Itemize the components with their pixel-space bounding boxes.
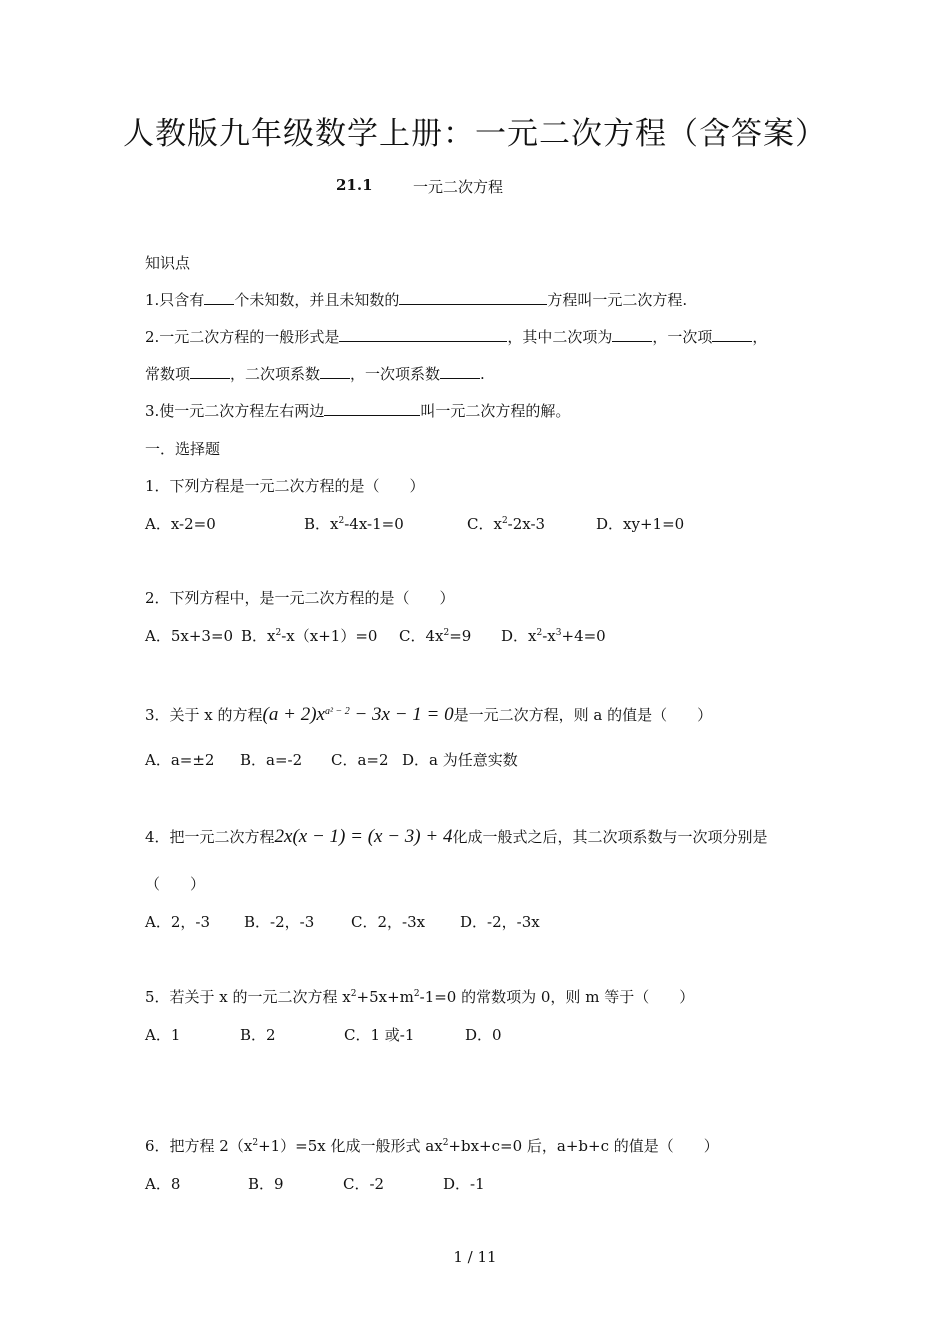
option-c: C．-2 [343,1175,385,1193]
question-4-stem: 4．把一元二次方程2x(x − 1) = (x − 3) + 4化成一般式之后，其二次项系数与一次项分别是 [145,826,768,847]
knowledge-point-2: 2.一元二次方程的一般形式是 ，其中二次项为 ，一次项 ， [145,328,768,346]
question-3-stem: 3．关于 x 的方程$(a + 2)x^{a^2 - 2} - 3x - 1 = 0$是一元二次方程，则 a 的值是（ ） [145,704,713,725]
option-c: C．1 或-1 [344,1026,415,1044]
option-d: D．a 为任意实数 [402,751,518,769]
document-title: 人教版九年级数学上册：一元二次方程（含答案） [123,116,827,152]
section-number: 21.1 [336,176,373,194]
page-number: 1 / 11 [453,1248,497,1266]
question-4-paren: （ ） [145,875,206,893]
option-a: A．5x+3=0 [145,627,234,645]
option-d: D．0 [465,1026,502,1044]
option-b: B．2 [240,1026,276,1044]
question-6-stem: 6．把方程 $2(x^2+1)=5x$ 化成一般形式 $ax^2+bx+c=0$ 后，a+b+c 的值是（ ） [145,1137,719,1155]
section-name: 一元二次方程 [413,178,504,196]
equation: $(a + 2)x^{a^2 - 2} - 3x - 1 = 0$ [262,704,454,725]
option-d: D．-2，-3x [460,913,540,931]
knowledge-point-1: 1.只含有 个未知数，并且未知数的 方程叫一元二次方程. [145,291,688,309]
option-d: D．$x^2-x^3+4=0$ [501,627,606,645]
fill-blank [320,364,350,379]
option-d: D．xy+1=0 [596,515,685,533]
option-c: C．a=2 [331,751,389,769]
option-a: A．x-2=0 [145,515,216,533]
option-c: C．$x^2-2x-3$ [467,515,546,533]
fill-blank [612,327,652,342]
option-c: C．$4x^2=9$ [399,627,472,645]
option-b: B．-2，-3 [244,913,315,931]
fill-blank [324,401,420,416]
question-5-stem: 5．若关于 x 的一元二次方程 $x^2+5x+m^2-1=0$ 的常数项为 0，则 m 等于（ ） [145,988,695,1006]
fill-blank [440,364,480,379]
option-b: B．9 [248,1175,284,1193]
fill-blank [399,290,547,305]
fill-blank [712,327,752,342]
option-a: A．a=±2 [145,751,215,769]
knowledge-point-3: 3.使一元二次方程左右两边 叫一元二次方程的解。 [145,402,571,420]
equation: 2x(x − 1) = (x − 3) + 4 [274,826,453,847]
question-1-stem: 1．下列方程是一元二次方程的是（ ） [145,477,425,495]
option-b: B．$x^2-x(x+1)=0$ [241,627,378,645]
question-2-stem: 2．下列方程中，是一元二次方程的是（ ） [145,589,455,607]
option-a: A．8 [145,1175,181,1193]
option-a: A．2，-3 [145,913,210,931]
knowledge-heading: 知识点 [145,254,191,272]
option-b: B．$x^2-4x-1=0$ [304,515,404,533]
option-a: A．1 [145,1026,181,1044]
fill-blank [190,364,230,379]
knowledge-point-2-cont: 常数项 ，二次项系数 ，一次项系数 . [145,365,485,383]
option-c: C．2，-3x [351,913,426,931]
part-1-heading: 一．选择题 [145,440,221,458]
option-b: B．a=-2 [240,751,303,769]
fill-blank [339,327,507,342]
option-d: D．-1 [443,1175,485,1193]
fill-blank [204,290,234,305]
